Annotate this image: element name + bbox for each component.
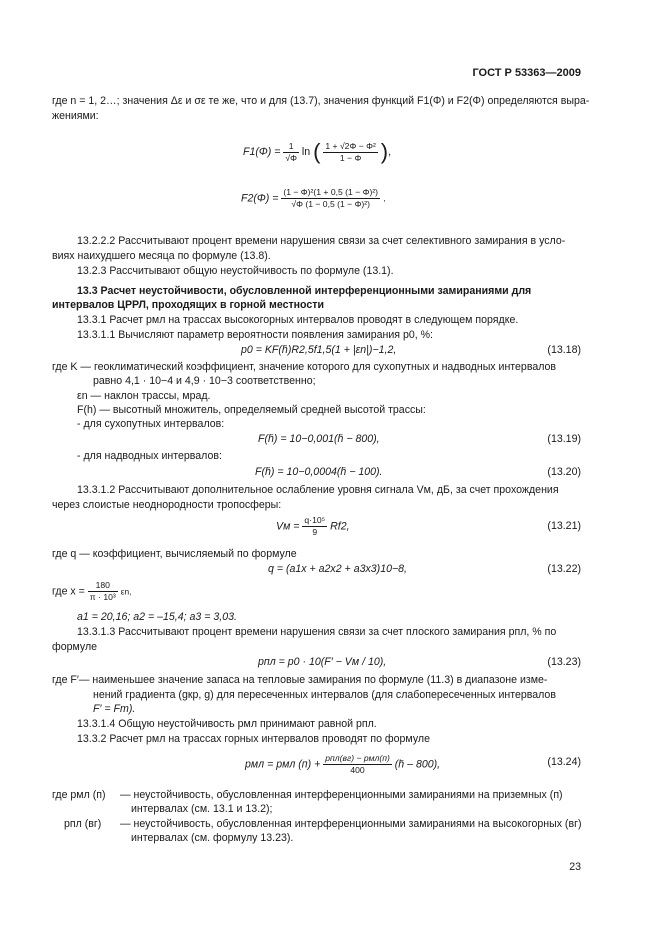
para-13311: 13.3.1.1 Вычисляют параметр вероятности появления замирания p0, %:	[77, 329, 434, 341]
formula-f1-fraction	[283, 141, 299, 164]
equation-13-21-fraction	[302, 515, 327, 538]
intro-line-1: где n = 1, 2…; значения Δε и σε те же, что и для (13.7), значения функций F1(Φ) и F2(Φ) определяются выра-	[52, 95, 590, 107]
intro-line-2: жениями:	[52, 110, 99, 122]
formula-f1-lhs: F1(Φ) =	[243, 145, 281, 158]
where-eps: εn — наклон трассы, мрад.	[77, 390, 211, 402]
formula-f1-inner-fraction	[323, 141, 377, 164]
equation-13-21-lhs: Vм =	[276, 520, 300, 533]
equation-13-24	[245, 753, 440, 776]
water-intervals: - для надводных интервалов:	[77, 450, 222, 462]
equation-13-21-frac-bottom: 9	[312, 527, 318, 537]
equation-13-24-frac-bottom: 400	[350, 765, 365, 775]
equation-13-24-fraction	[323, 753, 392, 776]
equation-13-23-number: (13.23)	[547, 656, 581, 668]
where-f-line-3: F′ = Fm).	[93, 703, 136, 715]
para-13222-line-2: виях наихудшего месяца по формуле (13.8).	[52, 250, 271, 262]
where-ppl-term: pпл (вг)	[64, 818, 102, 830]
where-q: где q — коэффициент, вычисляемый по формуле	[52, 548, 297, 560]
where-pml-term: где pмл (п)	[52, 789, 106, 801]
formula-f2-frac-bottom: √Φ (1 − 0,5 (1 − Φ)²)	[291, 199, 371, 209]
where-f-line-2: нений градиента (gкр, g) для пересеченных интервалов (для слабопересеченных интервалов	[93, 689, 556, 701]
formula-f1: F1(Φ) = $\frac{1}{√\Phi}$ ln ( $\frac{\text{1 + √2Φ − Φ²}}{1 - \Phi}$ ),	[243, 139, 392, 164]
formula-f1-inner-top: 1 + √2Φ − Φ²	[325, 140, 376, 151]
where-k-line-2: равно 4,1 · 10−4 и 4,9 · 10−3 соответственно;	[93, 375, 316, 387]
equation-13-22-number: (13.22)	[547, 563, 581, 575]
para-13314: 13.3.1.4 Общую неустойчивость pмл принимают равной pпл.	[77, 718, 377, 730]
equation-13-19-number: (13.19)	[547, 433, 581, 445]
equation-13-18-number: (13.18)	[547, 344, 581, 356]
para-13312-line-2: через слоистые неоднородности тропосферы:	[52, 499, 282, 511]
formula-f2-lhs: F2(Φ) =	[241, 192, 279, 205]
equation-13-24-tail: (h̄ – 800),	[394, 758, 441, 771]
formula-f2	[241, 187, 386, 210]
where-x-tail: εn,	[120, 586, 132, 597]
where-ppl-line-2: интервалах (см. формулу 13.23).	[131, 832, 294, 844]
para-1323: 13.2.3 Рассчитывают общую неустойчивость по формуле (13.1).	[77, 265, 394, 277]
formula-f1-ln: ln	[301, 145, 311, 158]
para-13313-line-1: 13.3.1.3 Рассчитывают процент времени нарушения связи за счет плоского замирания pпл, % по	[77, 626, 557, 638]
where-x	[52, 580, 131, 603]
para-13313-line-2: формуле	[52, 641, 98, 653]
equation-13-21-number: (13.21)	[547, 520, 581, 532]
page-number: 23	[569, 861, 581, 873]
where-x-frac-bottom: π · 10³	[89, 592, 116, 602]
para-13312-line-1: 13.3.1.2 Рассчитывают дополнительное ослабление уровня сигнала Vм, дБ, за счет прохождения	[77, 484, 559, 496]
land-intervals: - для сухопутных интервалов:	[77, 418, 225, 430]
equation-13-21-frac-top: q·10⁵	[304, 515, 326, 525]
where-k-line-1: где K — геоклиматический коэффициент, значение которого для сухопутных и надводных интервалов	[52, 361, 557, 373]
equation-13-20-number: (13.20)	[547, 466, 581, 478]
where-ppl-line-1: — неустойчивость, обусловленная интерференционными замираниями на высокогорных (вг)	[120, 818, 582, 830]
formula-f2-tail: .	[383, 192, 386, 205]
para-1331: 13.3.1 Расчет pмл на трассах высокогорных интервалов проводят в следующем порядке.	[77, 314, 519, 326]
equation-13-24-number: (13.24)	[547, 756, 581, 768]
equation-13-24-lhs: pмл = pмл (п) +	[245, 758, 321, 771]
para-13222-line-1: 13.2.2.2 Рассчитывают процент времени нарушения связи за счет селективного замирания в усло-	[77, 235, 566, 247]
standard-header: ГОСТ Р 53363—2009	[472, 67, 581, 79]
coefficients: a1 = 20,16; a2 = –15,4; a3 = 3,03.	[77, 611, 237, 623]
formula-f2-frac-top: (1 − Φ)²(1 + 0,5 (1 − Φ)²)	[283, 187, 379, 197]
where-fh: F(h) — высотный множитель, определяемый средней высотой трассы:	[77, 404, 426, 416]
para-1332: 13.3.2 Расчет pмл на трассах горных интервалов проводят по формуле	[77, 733, 430, 745]
section-13-3-title-line-1: 13.3 Расчет неустойчивости, обусловленной интерференционными замираниями для	[77, 285, 532, 297]
where-pml-line-1: — неустойчивость, обусловленная интерференционными замираниями на приземных (п)	[120, 789, 563, 801]
where-x-frac-top: 180	[88, 580, 118, 592]
equation-13-19: F(h̄) = 10−0,001(h̄ − 800),	[258, 433, 380, 445]
where-x-fraction	[88, 580, 118, 603]
formula-f1-tail: ,	[388, 145, 392, 158]
formula-f1-inner-bottom: 1 − Φ	[339, 152, 362, 163]
section-13-3-title-line-2: интервалов ЦРРЛ, проходящих в горной местности	[52, 299, 324, 311]
equation-13-22: q = (a1x + a2x2 + a3x3)10−8,	[268, 563, 407, 575]
equation-13-18: p0 = KF(h̄)R2,5f1,5(1 + |εn|)−1,2,	[241, 344, 397, 356]
formula-f2-fraction	[281, 187, 380, 210]
where-f-line-1: где F′— наименьшее значение запаса на тепловые замирания по формуле (11.3) в диапазоне изме-	[52, 674, 548, 686]
formula-f1-frac-bottom: √Φ	[285, 152, 297, 163]
equation-13-21-tail: Rf2,	[330, 520, 350, 533]
equation-13-24-frac-top: pпл(вг) − pмл(п)	[325, 753, 390, 763]
where-pml-line-2: интервалах (см. 13.1 и 13.2);	[131, 803, 273, 815]
equation-13-21	[276, 515, 350, 538]
formula-f1-frac-top: 1	[283, 141, 299, 153]
equation-13-23: pпл = p0 · 10(F′ − Vм / 10),	[258, 656, 387, 668]
where-x-lhs: где x =	[52, 585, 85, 598]
equation-13-20: F(h̄) = 10−0,0004(h̄ − 100).	[255, 466, 383, 478]
